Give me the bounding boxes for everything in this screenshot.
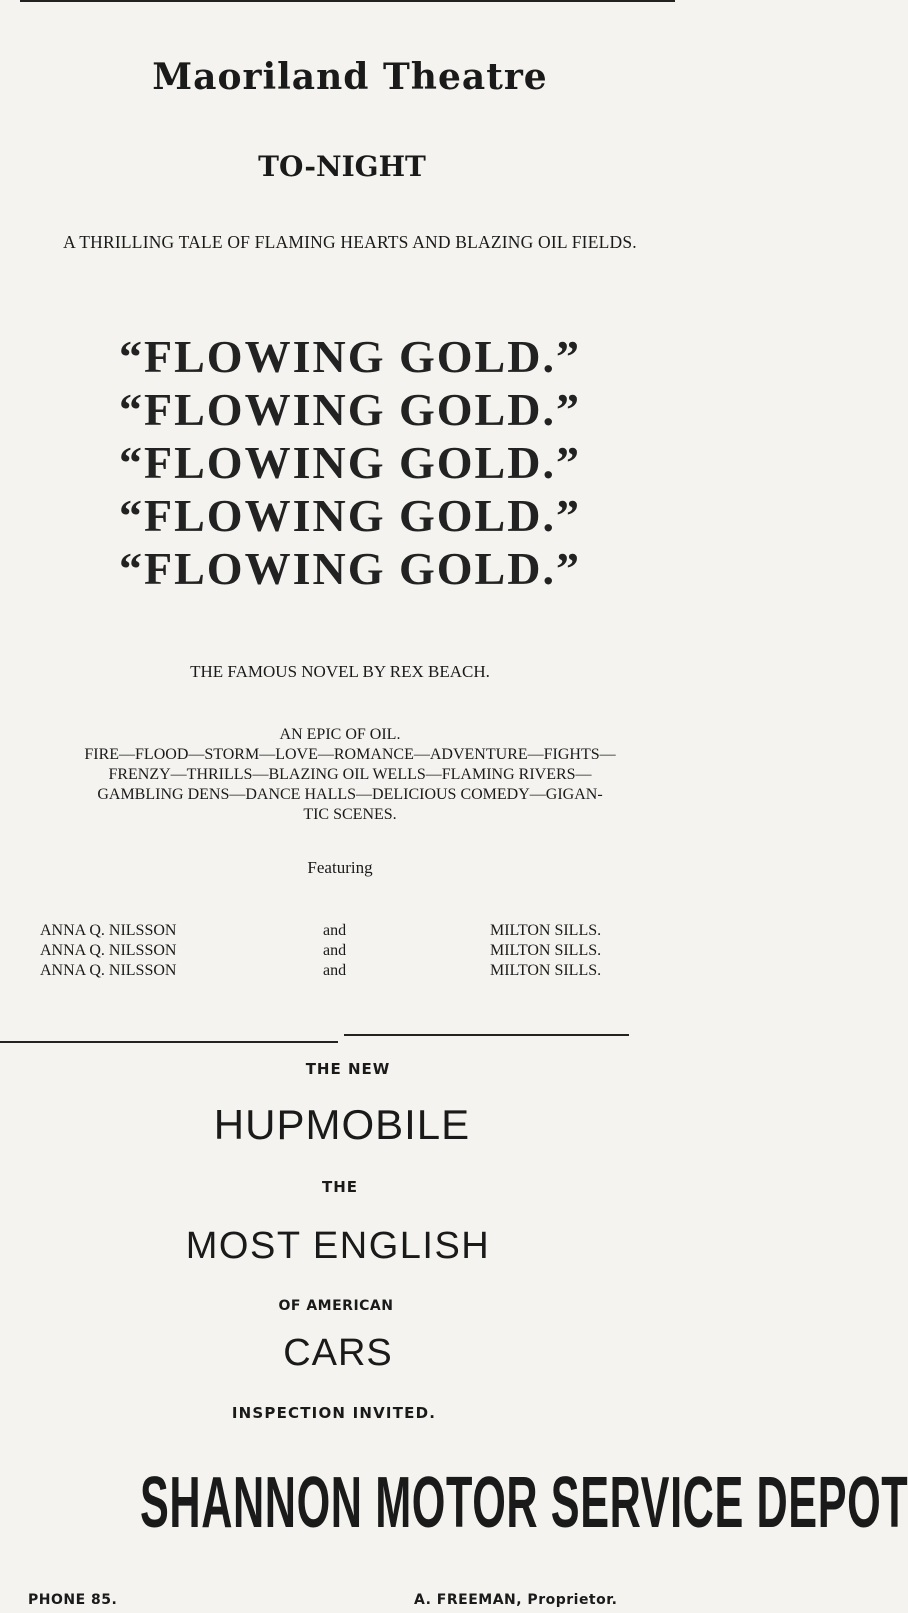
business-name: SHANNON MOTOR SERVICE DEPOT bbox=[139, 1463, 908, 1543]
featuring-label: Featuring bbox=[307, 858, 373, 877]
inspection-invited: INSPECTION INVITED. bbox=[231, 1404, 437, 1422]
car-brand: HUPMOBILE bbox=[213, 1101, 471, 1148]
lead-actor: MILTON SILLS. bbox=[490, 962, 602, 979]
cast-list bbox=[0, 922, 700, 982]
tonight-heading: TO-NIGHT bbox=[258, 150, 426, 183]
theatre-name: Maoriland Theatre bbox=[152, 56, 548, 98]
ad-divider-left bbox=[0, 1041, 338, 1043]
epic-line: TIC SCENES. bbox=[303, 806, 397, 823]
epic-line: FRENZY—THRILLS—BLAZING OIL WELLS—FLAMING RIVERS— bbox=[108, 766, 592, 783]
film-tagline: A THRILLING TALE OF FLAMING HEARTS AND BLAZING OIL FIELDS. bbox=[63, 232, 637, 252]
ad-divider-right bbox=[344, 1034, 629, 1036]
epic-line: GAMBLING DENS—DANCE HALLS—DELICIOUS COMEDY—GIGAN- bbox=[97, 786, 603, 803]
cast-conjunction: and bbox=[323, 922, 347, 939]
phone-number: PHONE 85. bbox=[28, 1592, 118, 1608]
lead-actress: ANNA Q. NILSSON bbox=[40, 942, 177, 959]
film-title-line: “FLOWING GOLD.” bbox=[119, 384, 581, 435]
lead-actor: MILTON SILLS. bbox=[490, 922, 602, 939]
epic-line: FIRE—FLOOD—STORM—LOVE—ROMANCE—ADVENTURE—FIGHTS— bbox=[84, 746, 616, 763]
the-new-label: THE NEW bbox=[305, 1060, 391, 1078]
the-label: THE bbox=[321, 1178, 359, 1196]
cast-row bbox=[0, 942, 700, 962]
cast-conjunction: and bbox=[323, 942, 347, 959]
cars-heading: CARS bbox=[283, 1332, 393, 1374]
most-english-heading: MOST ENGLISH bbox=[185, 1225, 491, 1267]
lead-actor: MILTON SILLS. bbox=[490, 942, 602, 959]
film-title-line: “FLOWING GOLD.” bbox=[119, 437, 581, 488]
epic-description bbox=[0, 745, 700, 825]
lead-actress: ANNA Q. NILSSON bbox=[40, 922, 177, 939]
film-title-line: “FLOWING GOLD.” bbox=[119, 331, 581, 382]
film-title-line: “FLOWING GOLD.” bbox=[119, 543, 581, 594]
cast-conjunction: and bbox=[323, 962, 347, 979]
film-title-line: “FLOWING GOLD.” bbox=[119, 490, 581, 541]
lead-actress: ANNA Q. NILSSON bbox=[40, 962, 177, 979]
film-title-list bbox=[0, 330, 700, 595]
top-rule bbox=[20, 0, 675, 2]
cast-row bbox=[0, 962, 700, 982]
proprietor-name: A. FREEMAN, Proprietor. bbox=[414, 1592, 618, 1608]
novel-credit: THE FAMOUS NOVEL BY REX BEACH. bbox=[190, 662, 490, 681]
epic-heading: AN EPIC OF OIL. bbox=[279, 726, 401, 743]
of-american-label: OF AMERICAN bbox=[278, 1298, 394, 1314]
cast-row bbox=[0, 922, 700, 942]
